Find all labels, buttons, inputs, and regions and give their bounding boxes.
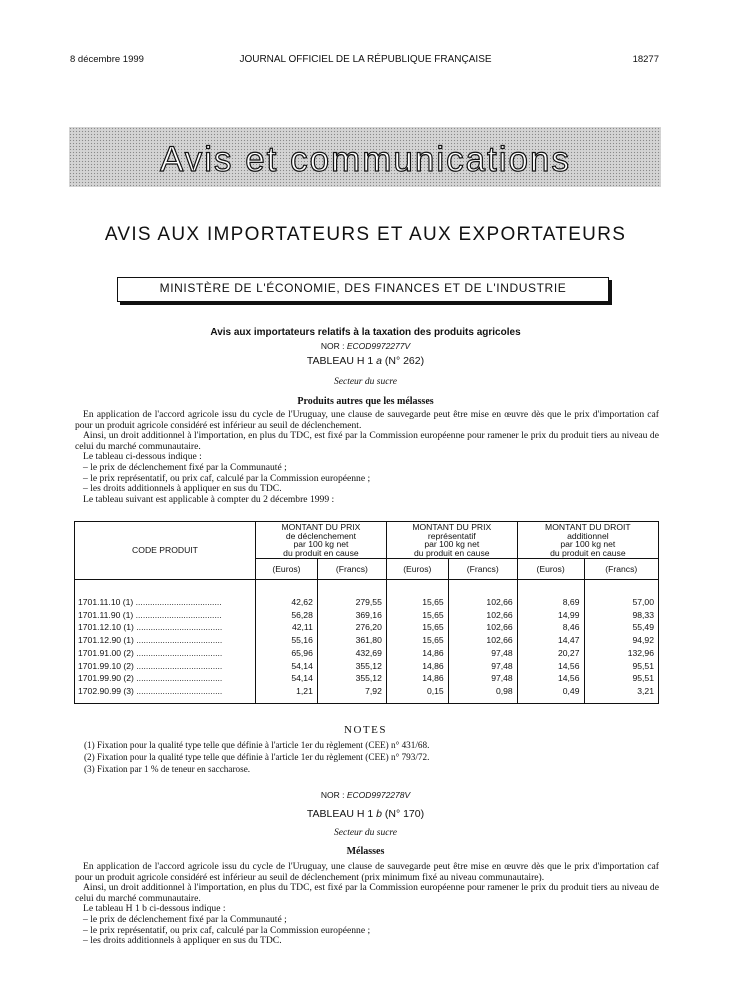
list-item: – les droits additionnels à appliquer en sus du TDC.	[83, 935, 282, 947]
table-cell: 355,12	[317, 673, 386, 686]
notice-title: Avis aux importateurs relatifs à la taxation des produits agricoles	[210, 327, 521, 338]
second-body	[75, 862, 659, 947]
table-cell: 7,92	[317, 685, 386, 698]
price-table	[74, 521, 659, 704]
paragraph: Le tableau suivant est applicable à compter du 2 décembre 1999 :	[83, 493, 335, 505]
group-header-duty: MONTANT DU DROIT additionnel par 100 kg net du produit en cause	[517, 522, 658, 559]
table-cell: 102,66	[448, 622, 517, 635]
table-cell: 14,86	[386, 673, 448, 686]
unit-header: (Francs)	[584, 559, 659, 580]
table-cell: 55,49	[584, 622, 659, 635]
table-cell: 57,00	[584, 596, 659, 609]
table-spacer	[75, 580, 659, 597]
table-cell: 42,62	[256, 596, 318, 609]
section-title: AVIS AUX IMPORTATEURS ET AUX EXPORTATEURS	[104, 224, 627, 245]
second-nor	[0, 790, 731, 800]
table-ref-suffix: (N° 262)	[381, 355, 425, 367]
table-ref-suffix: (N° 170)	[381, 808, 425, 820]
table-cell: 15,65	[386, 622, 448, 635]
notes-list	[84, 739, 659, 775]
table-row	[75, 647, 659, 660]
table-cell: 361,80	[317, 634, 386, 647]
product-code: 1701.11.10 (1) ....................................	[75, 596, 256, 609]
product-code: 1701.12.10 (1) ....................................	[75, 622, 256, 635]
table-spacer	[75, 698, 659, 704]
journal-title: JOURNAL OFFICIEL DE LA RÉPUBLIQUE FRANÇAISE	[239, 54, 492, 65]
table-row	[75, 634, 659, 647]
unit-header: (Francs)	[317, 559, 386, 580]
page-number: 18277	[632, 54, 659, 65]
table-cell: 132,96	[584, 647, 659, 660]
table-cell: 102,66	[448, 634, 517, 647]
product-code: 1701.11.90 (1) ....................................	[75, 609, 256, 622]
table-cell: 20,27	[517, 647, 584, 660]
table-cell: 95,51	[584, 673, 659, 686]
list-item: – le prix représentatif, ou prix caf, calculé par la Commission européenne ;	[83, 472, 371, 484]
notes-title: NOTES	[344, 724, 387, 736]
table-cell: 14,47	[517, 634, 584, 647]
table-cell: 8,69	[517, 596, 584, 609]
code-header: CODE PRODUIT	[75, 522, 256, 580]
table-cell: 369,16	[317, 609, 386, 622]
product-code: 1701.99.90 (2) ....................................	[75, 673, 256, 686]
unit-header: (Euros)	[517, 559, 584, 580]
table-cell: 54,14	[256, 660, 318, 673]
ministry-name: MINISTÈRE DE L'ÉCONOMIE, DES FINANCES ET DE L'INDUSTRIE	[159, 281, 567, 295]
table-cell: 54,14	[256, 673, 318, 686]
table-cell: 14,86	[386, 660, 448, 673]
table-cell: 95,51	[584, 660, 659, 673]
table-cell: 98,33	[584, 609, 659, 622]
unit-header: (Euros)	[386, 559, 448, 580]
table-row	[75, 685, 659, 698]
table-cell: 15,65	[386, 634, 448, 647]
notice-nor	[0, 341, 731, 351]
table-row	[75, 622, 659, 635]
note-item: (3) Fixation par 1 % de teneur en saccharose.	[84, 764, 251, 774]
table-row	[75, 673, 659, 686]
header-date: 8 décembre 1999	[70, 54, 144, 65]
table-cell: 102,66	[448, 609, 517, 622]
list-item: – le prix de déclenchement fixé par la Communauté ;	[83, 461, 287, 473]
table-ref-letter: a	[376, 355, 382, 367]
table-cell: 14,56	[517, 660, 584, 673]
second-table-reference	[0, 808, 731, 820]
paragraph: Le tableau H 1 b ci-dessous indique :	[83, 903, 226, 915]
table-row	[75, 596, 659, 609]
notice-body	[75, 410, 659, 505]
table-cell: 97,48	[448, 673, 517, 686]
product-code: 1702.90.99 (3) ....................................	[75, 685, 256, 698]
paragraph: Ainsi, un droit additionnel à l'importation, en plus du TDC, est fixé par la Commission européenne pour ramener le prix du produit tiers au niveau de celui du marché communautaire.	[75, 882, 659, 904]
table-cell: 97,48	[448, 647, 517, 660]
table-cell: 3,21	[584, 685, 659, 698]
table-cell: 15,65	[386, 596, 448, 609]
nor-label: NOR :	[320, 790, 347, 800]
table-cell: 97,48	[448, 660, 517, 673]
banner-title: Avis et communications	[159, 140, 571, 179]
table-cell: 1,21	[256, 685, 318, 698]
table-cell: 94,92	[584, 634, 659, 647]
unit-header: (Francs)	[448, 559, 517, 580]
table-cell: 42,11	[256, 622, 318, 635]
second-sector-label: Secteur du sucre	[334, 828, 397, 838]
table-cell: 65,96	[256, 647, 318, 660]
nor-value: ECOD9972278V	[346, 790, 411, 800]
sector-label: Secteur du sucre	[334, 377, 397, 387]
table-cell: 14,56	[517, 673, 584, 686]
table-cell: 15,65	[386, 609, 448, 622]
table-cell: 8,46	[517, 622, 584, 635]
list-item: – le prix représentatif, ou prix caf, calculé par la Commission européenne ;	[83, 924, 371, 936]
table-cell: 432,69	[317, 647, 386, 660]
paragraph: Ainsi, un droit additionnel à l'importation, en plus du TDC, est fixé par la Commission européenne pour ramener le prix du produit tiers au niveau de celui du marché communautaire.	[75, 430, 659, 452]
table-cell: 55,16	[256, 634, 318, 647]
table-cell: 0,15	[386, 685, 448, 698]
table-cell: 14,99	[517, 609, 584, 622]
note-item: (2) Fixation pour la qualité type telle que définie à l'article 1er du règlement (CEE) n° 793/72.	[84, 752, 430, 762]
table-cell: 355,12	[317, 660, 386, 673]
note-item: (1) Fixation pour la qualité type telle que définie à l'article 1er du règlement (CEE) n° 431/68.	[84, 740, 430, 750]
table-cell: 14,86	[386, 647, 448, 660]
group-header-representative: MONTANT DU PRIX représentatif par 100 kg net du produit en cause	[386, 522, 517, 559]
list-item: – les droits additionnels à appliquer en sus du TDC.	[83, 483, 282, 495]
table-cell: 0,98	[448, 685, 517, 698]
nor-label: NOR :	[320, 341, 347, 351]
table-ref-prefix: TABLEAU H 1	[306, 355, 377, 367]
product-code: 1701.91.00 (2) ....................................	[75, 647, 256, 660]
table-cell: 56,28	[256, 609, 318, 622]
product-code: 1701.99.10 (2) ....................................	[75, 660, 256, 673]
table-cell: 0,49	[517, 685, 584, 698]
table-cell: 102,66	[448, 596, 517, 609]
list-item: – le prix de déclenchement fixé par la Communauté ;	[83, 913, 287, 925]
unit-header: (Euros)	[256, 559, 318, 580]
table-ref-prefix: TABLEAU H 1	[306, 808, 377, 820]
table-header-row	[75, 522, 659, 559]
product-code: 1701.12.90 (1) ....................................	[75, 634, 256, 647]
table-row	[75, 660, 659, 673]
paragraph: En application de l'accord agricole issu du cycle de l'Uruguay, une clause de sauvegarde peut être mise en œuvre dès que le prix d'importation caf pour un produit agricole considéré est inférieur au seuil de déclenchement (prix minimum fixé au niveau communautaire).	[75, 861, 659, 883]
table-row	[75, 609, 659, 622]
table-ref-letter: b	[376, 808, 382, 820]
table-cell: 279,55	[317, 596, 386, 609]
paragraph: En application de l'accord agricole issu du cycle de l'Uruguay, une clause de sauvegarde peut être mise en œuvre dès que le prix d'importation caf pour un produit agricole considéré est inférieur au seuil de déclenchement.	[75, 409, 659, 431]
table-cell: 276,20	[317, 622, 386, 635]
nor-value: ECOD9972277V	[346, 341, 411, 351]
paragraph: Le tableau ci-dessous indique :	[83, 451, 202, 463]
products-subtitle: Produits autres que les mélasses	[297, 396, 434, 407]
group-header-trigger: MONTANT DU PRIX de déclenchement par 100 kg net du produit en cause	[256, 522, 387, 559]
second-subtitle: Mélasses	[346, 846, 385, 857]
table-reference	[0, 355, 731, 367]
